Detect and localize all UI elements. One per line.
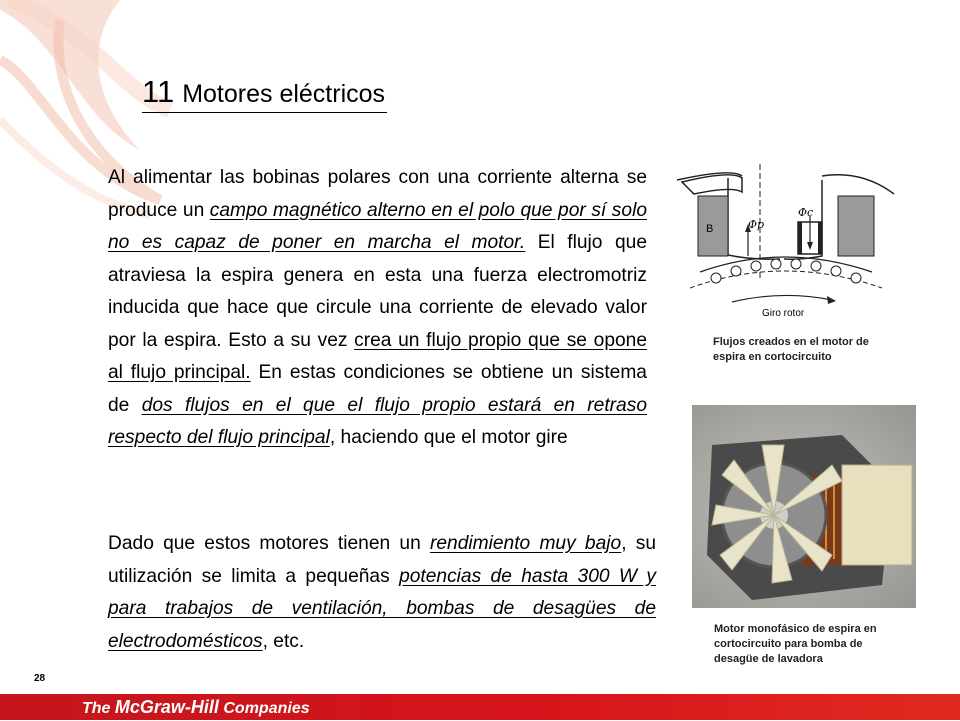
text-run: Dado que estos motores tienen un (108, 533, 430, 554)
label-phi-c: Φc (798, 206, 814, 219)
page-number: 28 (34, 673, 46, 684)
footer-bar (0, 694, 960, 720)
photo-caption: Motor monofásico de espira en cortocircuito para bomba de desagüe de lavadora (714, 623, 877, 665)
paragraph-2 (108, 528, 656, 658)
motor-photo (692, 405, 916, 608)
text-run: , haciendo que el motor gire (329, 427, 568, 448)
label-b: B (706, 223, 714, 235)
label-rotor: Giro rotor (762, 308, 805, 319)
shaded-pole-diagram (672, 160, 900, 330)
text-run: En estas condiciones se obtiene un sistema de (108, 362, 647, 416)
paragraph-1 (108, 162, 647, 455)
diagram-caption: Flujos creados en el motor de espira en cortocircuito (713, 336, 869, 363)
page-title (142, 74, 387, 113)
publisher-logo: The McGraw-Hill Companies (82, 697, 310, 717)
text-run: potencias de hasta 300 W y para trabajos de ventilación, bombas de desagües de electrodomésticos (108, 565, 656, 652)
label-phi-p: Φp (748, 218, 765, 231)
text-run: dos flujos en el que el flujo propio estará en retraso respecto del flujo principal (108, 394, 647, 448)
text-run: rendimiento muy bajo (429, 533, 622, 554)
text-run: El flujo que atraviesa la espira genera en esta una fuerza electromotriz inducida que hace que circule una corriente de elevado valor por la espira. Esto a su vez (108, 232, 647, 351)
text-run: campo magnético alterno en el polo que por sí solo no es capaz de poner en marcha el motor. (108, 199, 648, 253)
text-run: Al alimentar las bobinas polares con una corriente alterna se produce un (108, 167, 647, 221)
text-run: , su utilización se limita a pequeñas (108, 533, 656, 587)
text-run: , etc. (262, 630, 305, 652)
chapter-number: 11 (142, 74, 175, 109)
text-run: crea un flujo propio que se opone al flujo principal. (108, 329, 647, 383)
chapter-title: Motores eléctricos (182, 80, 386, 108)
